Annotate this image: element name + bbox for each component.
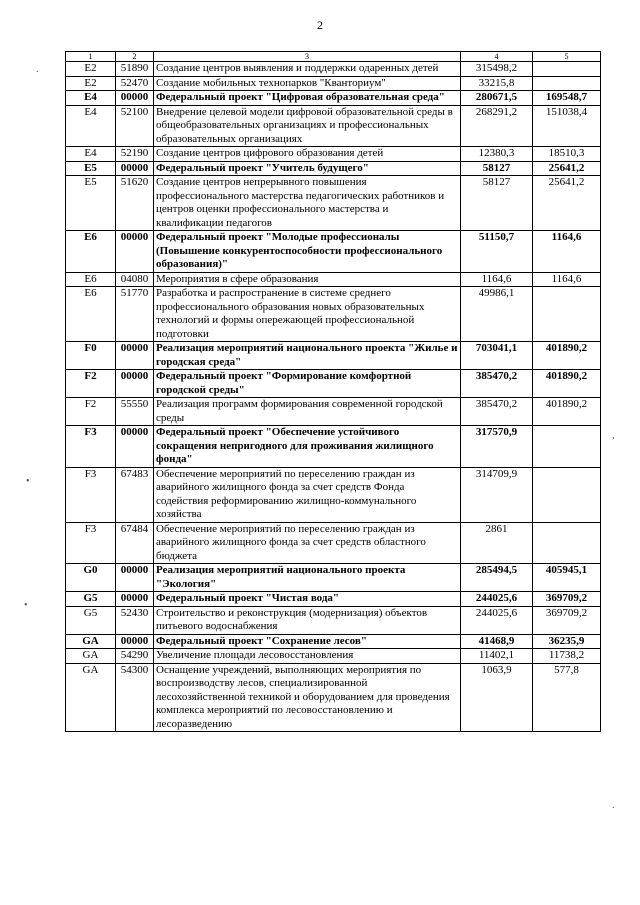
- cell-c5: [533, 76, 601, 91]
- cell-c1: G0: [66, 564, 116, 592]
- cell-c3: Федеральный проект "Обеспечение устойчивого сокращения непригодного для проживания жилищного фонда": [154, 426, 461, 468]
- cell-c4: 268291,2: [461, 105, 533, 147]
- cell-c4: 385470,2: [461, 398, 533, 426]
- table-row: [66, 663, 601, 732]
- cell-c1: F3: [66, 467, 116, 522]
- cell-c1: E2: [66, 76, 116, 91]
- cell-c3: Обеспечение мероприятий по переселению граждан из аварийного жилищного фонда за счет средств Фонда содействия реформированию жилищно-коммунального хозяйства: [154, 467, 461, 522]
- cell-c2: 00000: [116, 231, 154, 273]
- cell-c2: 67483: [116, 467, 154, 522]
- cell-c5: [533, 287, 601, 342]
- cell-c1: E5: [66, 176, 116, 231]
- margin-mark: .: [36, 64, 39, 75]
- cell-c1: F2: [66, 398, 116, 426]
- cell-c1: E4: [66, 147, 116, 162]
- table-row: [66, 161, 601, 176]
- cell-c3: Федеральный проект "Учитель будущего": [154, 161, 461, 176]
- margin-mark: •: [24, 600, 28, 611]
- table-row: [66, 105, 601, 147]
- cell-c4: 244025,6: [461, 606, 533, 634]
- cell-c1: GA: [66, 649, 116, 664]
- cell-c4: 703041,1: [461, 342, 533, 370]
- cell-c5: 369709,2: [533, 606, 601, 634]
- cell-c5: 18510,3: [533, 147, 601, 162]
- margin-mark: .: [612, 800, 615, 811]
- cell-c2: 51890: [116, 62, 154, 77]
- cell-c2: 55550: [116, 398, 154, 426]
- header-cell-5: 5: [533, 52, 601, 62]
- cell-c4: 58127: [461, 176, 533, 231]
- cell-c2: 00000: [116, 161, 154, 176]
- cell-c1: F3: [66, 426, 116, 468]
- table-row: [66, 606, 601, 634]
- table-row: [66, 564, 601, 592]
- cell-c4: 1164,6: [461, 272, 533, 287]
- table-row: [66, 272, 601, 287]
- header-row: [66, 52, 601, 62]
- cell-c3: Увеличение площади лесовосстановления: [154, 649, 461, 664]
- cell-c1: F0: [66, 342, 116, 370]
- cell-c2: 51620: [116, 176, 154, 231]
- cell-c2: 52470: [116, 76, 154, 91]
- cell-c2: 00000: [116, 592, 154, 607]
- cell-c3: Создание центров цифрового образования детей: [154, 147, 461, 162]
- cell-c1: E6: [66, 231, 116, 273]
- cell-c5: 25641,2: [533, 161, 601, 176]
- cell-c4: 385470,2: [461, 370, 533, 398]
- cell-c2: 04080: [116, 272, 154, 287]
- table-row: [66, 287, 601, 342]
- cell-c3: Реализация мероприятий национального проекта "Экология": [154, 564, 461, 592]
- table-row: [66, 467, 601, 522]
- header-cell-1: 1: [66, 52, 116, 62]
- cell-c5: [533, 467, 601, 522]
- cell-c3: Федеральный проект "Чистая вода": [154, 592, 461, 607]
- cell-c5: [533, 426, 601, 468]
- cell-c5: 25641,2: [533, 176, 601, 231]
- table-row: [66, 649, 601, 664]
- cell-c1: E5: [66, 161, 116, 176]
- cell-c1: G5: [66, 592, 116, 607]
- cell-c2: 00000: [116, 426, 154, 468]
- margin-mark: ,: [612, 430, 615, 441]
- page-number: 2: [317, 18, 323, 32]
- cell-c1: E2: [66, 62, 116, 77]
- table-row: [66, 522, 601, 564]
- cell-c3: Разработка и распространение в системе среднего профессионального образования новых образовательных технологий и формы опережающей профессиональной подготовки: [154, 287, 461, 342]
- cell-c3: Реализация программ формирования современной городской среды: [154, 398, 461, 426]
- cell-c4: 1063,9: [461, 663, 533, 732]
- cell-c5: 405945,1: [533, 564, 601, 592]
- cell-c4: 314709,9: [461, 467, 533, 522]
- cell-c3: Обеспечение мероприятий по переселению граждан из аварийного жилищного фонда за счет средств областного бюджета: [154, 522, 461, 564]
- cell-c5: 577,8: [533, 663, 601, 732]
- margin-mark: •: [26, 476, 30, 487]
- cell-c3: Строительство и реконструкция (модернизация) объектов питьевого водоснабжения: [154, 606, 461, 634]
- cell-c1: E6: [66, 287, 116, 342]
- budget-table: [65, 51, 601, 732]
- cell-c4: 285494,5: [461, 564, 533, 592]
- cell-c3: Оснащение учреждений, выполняющих мероприятия по воспроизводству лесов, специализированной лесохозяйственной техникой и оборудованием для проведения комплекса мероприятий по лесовосстановлению и лесоразведению: [154, 663, 461, 732]
- table-row: [66, 91, 601, 106]
- cell-c2: 52430: [116, 606, 154, 634]
- cell-c2: 67484: [116, 522, 154, 564]
- cell-c3: Федеральный проект "Цифровая образовательная среда": [154, 91, 461, 106]
- table-row: [66, 592, 601, 607]
- table-row: [66, 76, 601, 91]
- cell-c5: [533, 62, 601, 77]
- cell-c2: 00000: [116, 342, 154, 370]
- cell-c2: 51770: [116, 287, 154, 342]
- cell-c3: Создание мобильных технопарков "Кванториум": [154, 76, 461, 91]
- cell-c4: 280671,5: [461, 91, 533, 106]
- table-row: [66, 370, 601, 398]
- cell-c1: E4: [66, 91, 116, 106]
- cell-c3: Создание центров непрерывного повышения профессионального мастерства педагогических работников и центров оценки профессионального мастерства и квалификации педагогов: [154, 176, 461, 231]
- header-cell-3: 3: [154, 52, 461, 62]
- cell-c5: 401890,2: [533, 370, 601, 398]
- cell-c5: 401890,2: [533, 398, 601, 426]
- cell-c5: 36235,9: [533, 634, 601, 649]
- cell-c1: E6: [66, 272, 116, 287]
- cell-c1: G5: [66, 606, 116, 634]
- cell-c4: 33215,8: [461, 76, 533, 91]
- cell-c4: 49986,1: [461, 287, 533, 342]
- cell-c3: Мероприятия в сфере образования: [154, 272, 461, 287]
- table-row: [66, 147, 601, 162]
- header-cell-2: 2: [116, 52, 154, 62]
- cell-c2: 00000: [116, 564, 154, 592]
- cell-c5: 369709,2: [533, 592, 601, 607]
- cell-c4: 12380,3: [461, 147, 533, 162]
- table-row: [66, 342, 601, 370]
- cell-c3: Реализация мероприятий национального проекта "Жилье и городская среда": [154, 342, 461, 370]
- cell-c5: 151038,4: [533, 105, 601, 147]
- cell-c4: 244025,6: [461, 592, 533, 607]
- cell-c5: 11738,2: [533, 649, 601, 664]
- cell-c4: 315498,2: [461, 62, 533, 77]
- cell-c1: GA: [66, 634, 116, 649]
- header-cell-4: 4: [461, 52, 533, 62]
- cell-c3: Федеральный проект "Сохранение лесов": [154, 634, 461, 649]
- cell-c3: Создание центров выявления и поддержки одаренных детей: [154, 62, 461, 77]
- cell-c2: 00000: [116, 91, 154, 106]
- cell-c3: Федеральный проект "Формирование комфортной городской среды": [154, 370, 461, 398]
- table-row: [66, 62, 601, 77]
- cell-c1: E4: [66, 105, 116, 147]
- cell-c1: F2: [66, 370, 116, 398]
- table-row: [66, 426, 601, 468]
- table-row: [66, 231, 601, 273]
- cell-c3: Внедрение целевой модели цифровой образовательной среды в общеобразовательных организациях и профессиональных образовательных организациях: [154, 105, 461, 147]
- cell-c2: 52100: [116, 105, 154, 147]
- cell-c4: 2861: [461, 522, 533, 564]
- cell-c2: 52190: [116, 147, 154, 162]
- cell-c4: 11402,1: [461, 649, 533, 664]
- cell-c5: 1164,6: [533, 231, 601, 273]
- cell-c3: Федеральный проект "Молодые профессионалы (Повышение конкурентоспособности профессионального образования)": [154, 231, 461, 273]
- cell-c2: 54300: [116, 663, 154, 732]
- cell-c5: 401890,2: [533, 342, 601, 370]
- table-row: [66, 398, 601, 426]
- cell-c5: 1164,6: [533, 272, 601, 287]
- cell-c1: GA: [66, 663, 116, 732]
- table-row: [66, 634, 601, 649]
- cell-c4: 41468,9: [461, 634, 533, 649]
- cell-c4: 58127: [461, 161, 533, 176]
- cell-c1: F3: [66, 522, 116, 564]
- cell-c2: 54290: [116, 649, 154, 664]
- cell-c5: [533, 522, 601, 564]
- table-row: [66, 176, 601, 231]
- cell-c2: 00000: [116, 634, 154, 649]
- cell-c4: 317570,9: [461, 426, 533, 468]
- cell-c2: 00000: [116, 370, 154, 398]
- cell-c4: 51150,7: [461, 231, 533, 273]
- cell-c5: 169548,7: [533, 91, 601, 106]
